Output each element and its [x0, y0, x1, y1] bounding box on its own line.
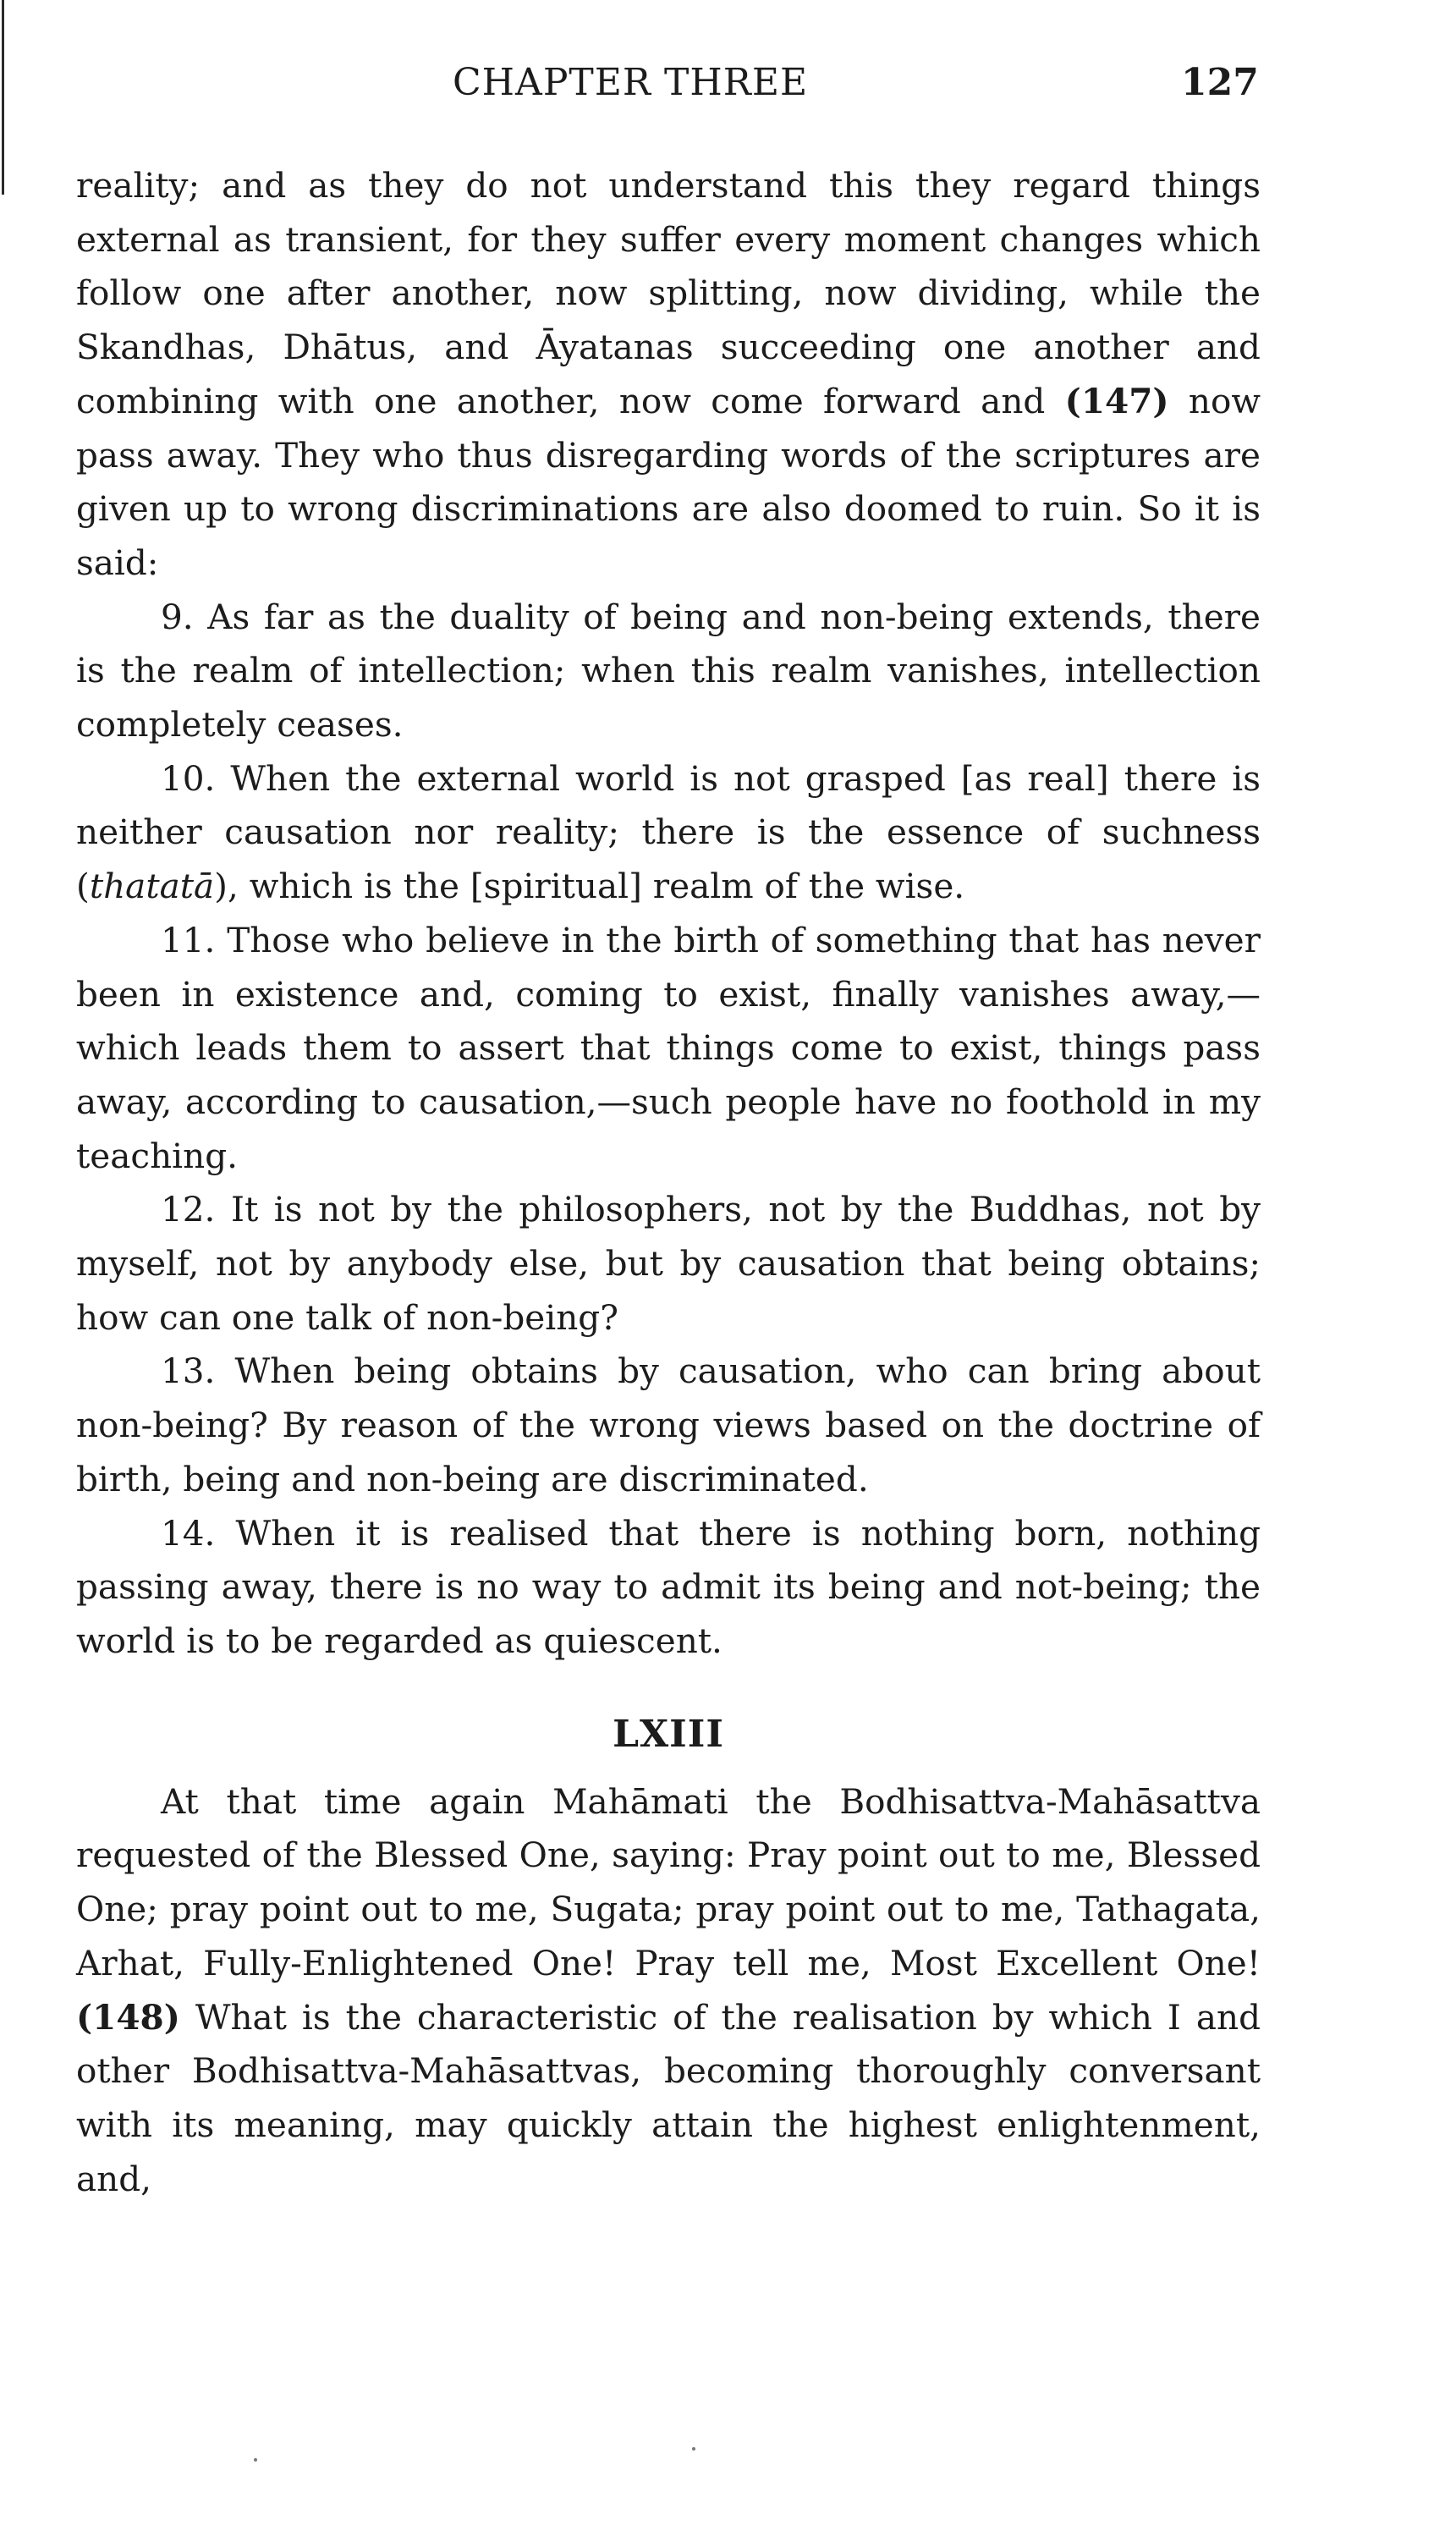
- verse-11: [76, 914, 1261, 1184]
- verse-13: [76, 1345, 1261, 1506]
- scan-speck: [692, 2447, 695, 2451]
- verse-text: When being obtains by causation, who can bring about non-being? By reason of the wrong views based on the doctrine of birth, being and non-being are discriminated.: [76, 1351, 1261, 1499]
- verse-text: It is not by the philosophers, not by the Buddhas, not by myself, not by anybody else, but by causation that being obtains; how can one talk of non-being?: [76, 1189, 1261, 1338]
- verse-text: As far as the duality of being and non-being extends, there is the realm of intellection; when this realm vanishes, intellection completely ceases.: [76, 596, 1261, 745]
- verse-14: [76, 1507, 1261, 1669]
- continuation-paragraph: reality; and as they do not understand this they regard things external as transient, for they suffer every moment changes which follow one after another, now splitting, now dividing, while the Skandhas, Dhātus, and Āyatanas succeeding one another and combining with one another, now come forward and (147) now pass away. They who thus disregarding words of the scriptures are given up to wrong discriminations are also doomed to ruin. So it is said:: [76, 165, 1261, 583]
- body-text: [76, 159, 1261, 2206]
- sanskrit-term: thatatā: [89, 866, 215, 907]
- section-paragraph: At that time again Mahāmati the Bodhisattva-Mahāsattva requested of the Blessed One, saying: Pray point out to me, Blessed One; pray point out to me, Sugata; pray point out to me, Tathagata, Arhat, Fully-Enlightened One! Pray tell me, Most Excellent One! (148) What is the characteristic of the realisation by which I and other Bodhisattva-Mahāsattvas, becoming thoroughly conversant with its meaning, may quickly attain the highest enlightenment, and,: [76, 1780, 1261, 2199]
- verse-number: 9.: [161, 596, 194, 637]
- verse-text: When it is realised that there is nothing born, nothing passing away, there is no way to admit its being and not-being; the world is to be regarded as quiescent.: [76, 1512, 1261, 1661]
- verse-10: 10. When the external world is not grasped [as real] there is neither causation nor reality; there is the essence of suchness (thatatā), which is the [spiritual] realm of the wise.: [76, 757, 1261, 907]
- verse-number: 14.: [161, 1512, 216, 1554]
- running-title: CHAPTER THREE: [453, 61, 809, 104]
- running-head: [76, 61, 1261, 112]
- scan-speck: [254, 2458, 257, 2462]
- scan-edge-line: [2, 0, 4, 195]
- verse-text: Those who believe in the birth of something that has never been in existence and, coming to exist, finally vanishes away,—which leads them to assert that things come to exist, things pass away, according to causation,—such people have no foothold in my teaching.: [76, 919, 1261, 1176]
- section-heading: LXIII: [613, 1712, 724, 1756]
- verse-number: 11.: [161, 919, 216, 960]
- verse-9: [76, 591, 1261, 752]
- verse-number: 12.: [161, 1189, 216, 1230]
- page-ref-148: (148): [76, 1996, 180, 2038]
- verse-number: 13.: [161, 1351, 216, 1392]
- page-number: 127: [1181, 61, 1259, 104]
- page-ref-147: (147): [1064, 380, 1169, 421]
- verse-number: 10.: [161, 757, 216, 799]
- verse-12: [76, 1183, 1261, 1345]
